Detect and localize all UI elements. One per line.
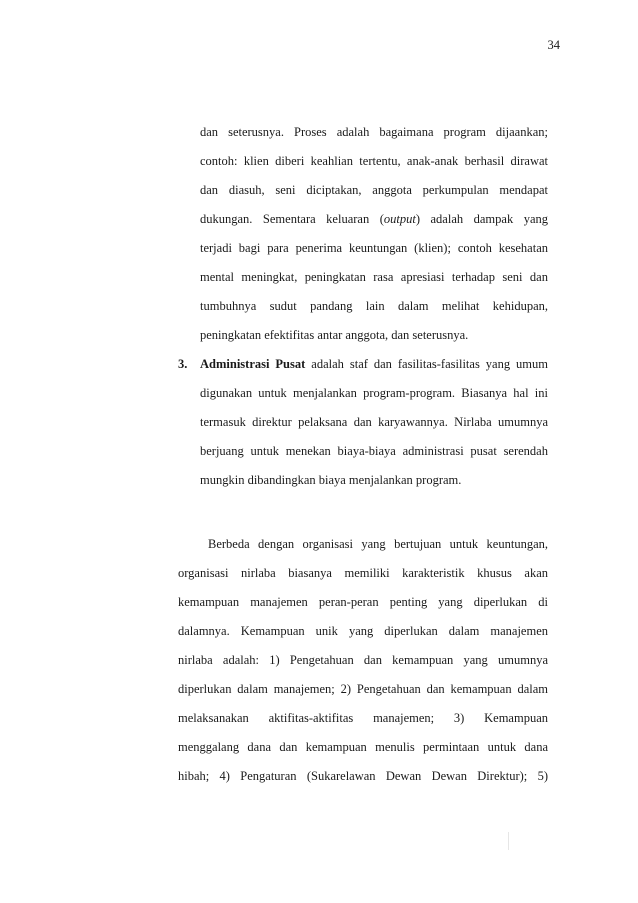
- paragraph-line: kemampuan manajemen peran-peran penting yang diperlukan di: [178, 595, 548, 609]
- margin-divider: [508, 832, 509, 850]
- paragraph-line: melaksanakan aktifitas-aktifitas manajemen; 3) Kemampuan: [178, 711, 548, 725]
- body-line: digunakan untuk menjalankan program-program. Biasanya hal ini: [200, 386, 548, 400]
- paragraph-line: dalamnya. Kemampuan unik yang diperlukan dalam manajemen: [178, 624, 548, 638]
- body-line: termasuk direktur pelaksana dan karyawannya. Nirlaba umumnya: [200, 415, 548, 429]
- paragraph-line: diperlukan dalam manajemen; 2) Pengetahuan dan kemampuan dalam: [178, 682, 548, 696]
- text-span: dukungan. Sementara keluaran (: [200, 212, 384, 226]
- italic-term: output: [383, 212, 416, 226]
- body-line: dan diasuh, seni diciptakan, anggota perkumpulan mendapat: [200, 183, 548, 197]
- body-line: [200, 211, 548, 227]
- body-line: berjuang untuk menekan biaya-biaya administrasi pusat serendah: [200, 444, 548, 458]
- body-line: mungkin dibandingkan biaya menjalankan program.: [200, 473, 462, 487]
- paragraph-line: organisasi nirlaba biasanya memiliki karakteristik khusus akan: [178, 566, 548, 580]
- body-line: [200, 356, 548, 372]
- body-line: contoh: klien diberi keahlian tertentu, anak-anak berhasil dirawat: [200, 154, 548, 168]
- paragraph-line: hibah; 4) Pengaturan (Sukarelawan Dewan Dewan Direktur); 5): [178, 769, 548, 783]
- bold-term: Administrasi Pusat: [200, 357, 306, 371]
- body-line: dan seterusnya. Proses adalah bagaimana program dijaankan;: [200, 125, 548, 139]
- paragraph-line: Berbeda dengan organisasi yang bertujuan untuk keuntungan,: [208, 537, 548, 551]
- paragraph-line: menggalang dana dan kemampuan menulis permintaan untuk dana: [178, 740, 548, 754]
- page-number: 34: [547, 38, 560, 52]
- body-line: peningkatan efektifitas antar anggota, dan seterusnya.: [200, 328, 469, 342]
- text-span: adalah staf dan fasilitas-fasilitas yang umum: [305, 357, 548, 371]
- paragraph-line: nirlaba adalah: 1) Pengetahuan dan kemampuan yang umumnya: [178, 653, 548, 667]
- text-span: ) adalah dampak yang: [415, 212, 548, 226]
- list-number: 3.: [178, 357, 188, 371]
- body-line: mental meningkat, peningkatan rasa apresiasi terhadap seni dan: [200, 270, 548, 284]
- body-line: terjadi bagi para penerima keuntungan (klien); contoh kesehatan: [200, 241, 548, 255]
- body-line: tumbuhnya sudut pandang lain dalam melihat kehidupan,: [200, 299, 548, 313]
